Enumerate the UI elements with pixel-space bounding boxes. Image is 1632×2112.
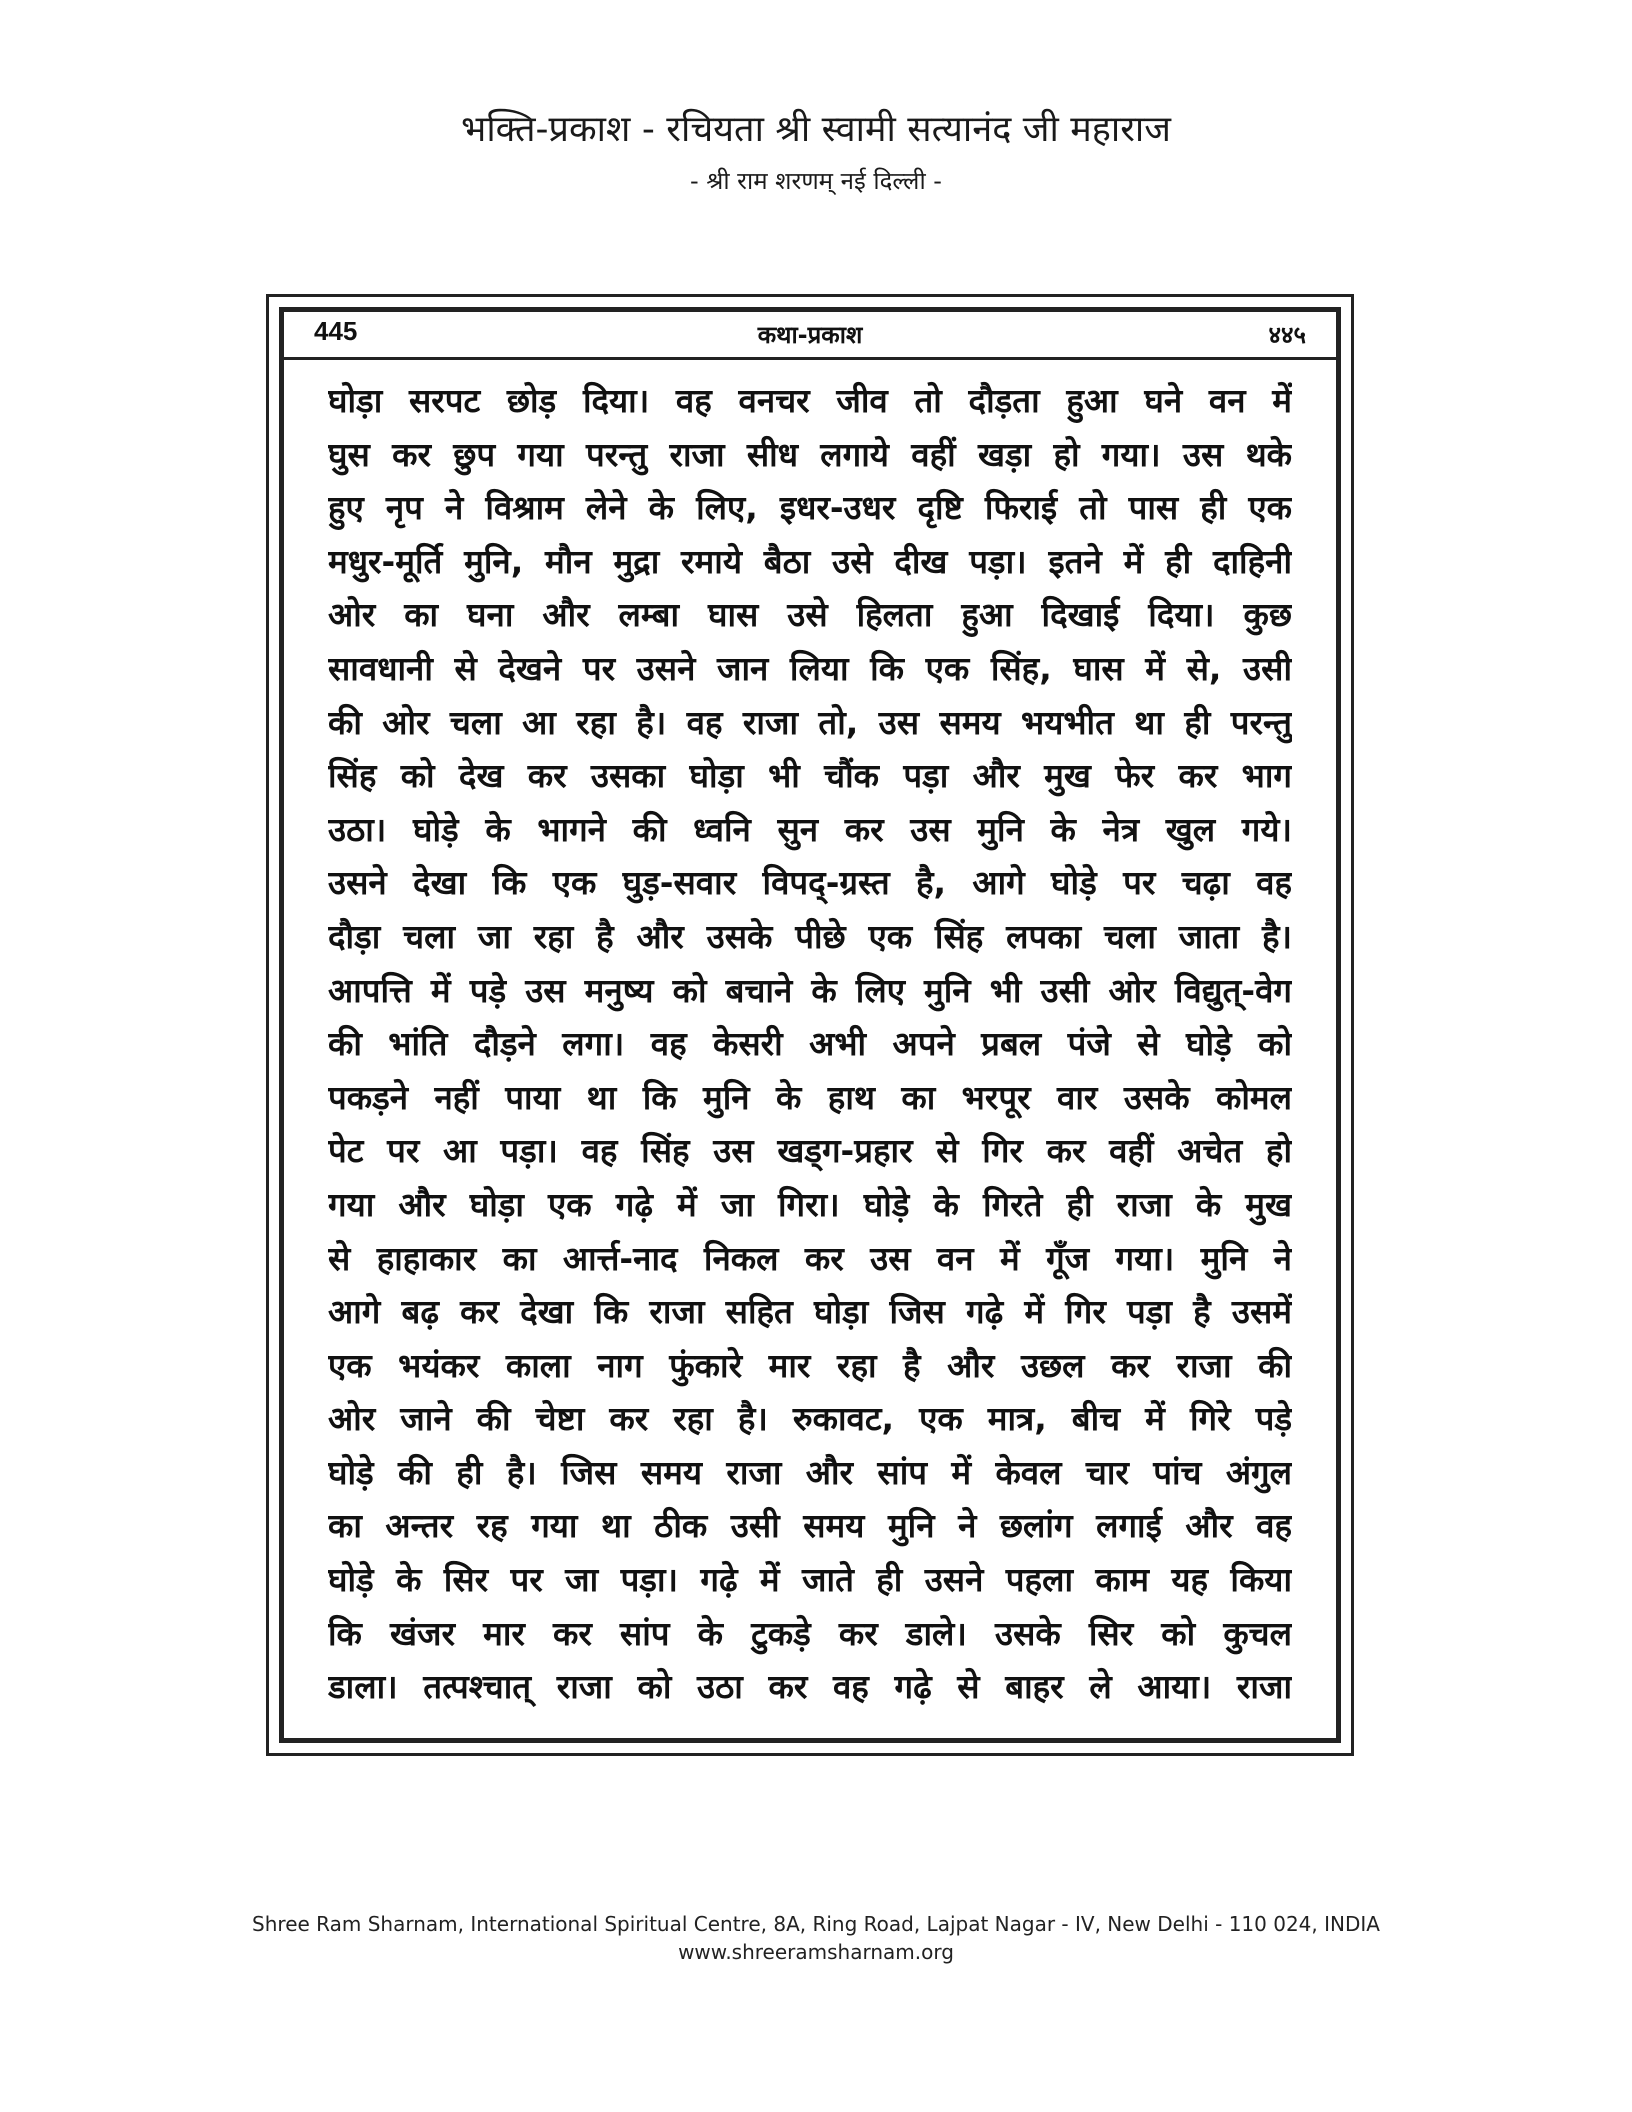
text-line: गया और घोड़ा एक गढ़े में जा गिरा। घोड़े के गिरते ही राजा के मुख [328, 1184, 1292, 1224]
page-number-devanagari: ४४५ [1268, 321, 1306, 349]
text-line: घोड़ा सरपट छोड़ दिया। वह वनचर जीव तो दौड़ता हुआ घने वन में [328, 381, 1292, 420]
text-line: ओर जाने की चेष्टा कर रहा है। रुकावट, एक मात्र, बीच में गिरे पड़े [328, 1399, 1292, 1439]
footer-address: Shree Ram Sharnam, International Spiritual Centre, 8A, Ring Road, Lajpat Nagar - IV, New Delhi - 110 024, INDIA [252, 1912, 1380, 1936]
page-frame [266, 294, 1354, 1756]
book-title: भक्ति-प्रकाश - रचियता श्री स्वामी सत्यानंद जी महाराज [461, 109, 1171, 150]
body-text [328, 374, 1292, 1714]
footer-website: www.shreeramsharnam.org [678, 1940, 954, 1964]
text-line: आपत्ति में पड़े उस मनुष्य को बचाने के लिए मुनि भी उसी ओर विद्युत्-वेग [328, 970, 1292, 1010]
text-line: उसने देखा कि एक घुड़-सवार विपद्-ग्रस्त है, आगे घोड़े पर चढ़ा वह [328, 863, 1292, 903]
text-line: एक भयंकर काला नाग फुंकारे मार रहा है और उछल कर राजा की [328, 1345, 1292, 1385]
page-frame-inner [279, 307, 1341, 1743]
text-line: डाला। तत्पश्चात् राजा को उठा कर वह गढ़े से बाहर ले आया। राजा [328, 1667, 1292, 1707]
text-line: सावधानी से देखने पर उसने जान लिया कि एक सिंह, घास में से, उसी [328, 648, 1292, 688]
chapter-title: कथा-प्रकाश [757, 321, 863, 349]
text-line: सिंह को देख कर उसका घोड़ा भी चौंक पड़ा और मुख फेर कर भाग [328, 756, 1292, 796]
page-header [284, 312, 1336, 360]
text-line: आगे बढ़ कर देखा कि राजा सहित घोड़ा जिस गढ़े में गिर पड़ा है उसमें [328, 1292, 1292, 1332]
text-line: पकड़ने नहीं पाया था कि मुनि के हाथ का भरपूर वार उसके कोमल [328, 1077, 1292, 1117]
text-line: का अन्तर रह गया था ठीक उसी समय मुनि ने छलांग लगाई और वह [328, 1506, 1292, 1546]
text-line: दौड़ा चला जा रहा है और उसके पीछे एक सिंह लपका चला जाता है। [328, 916, 1292, 956]
text-line: हुए नृप ने विश्राम लेने के लिए, इधर-उधर दृष्टि फिराई तो पास ही एक [328, 488, 1292, 528]
text-line: से हाहाकार का आर्त्त-नाद निकल कर उस वन में गूँज गया। मुनि ने [328, 1238, 1292, 1278]
text-line: घोड़े के सिर पर जा पड़ा। गढ़े में जाते ही उसने पहला काम यह किया [328, 1560, 1292, 1600]
text-line: की भांति दौड़ने लगा। वह केसरी अभी अपने प्रबल पंजे से घोड़े को [328, 1024, 1292, 1064]
text-line: घोड़े की ही है। जिस समय राजा और सांप में केवल चार पांच अंगुल [328, 1452, 1292, 1492]
text-line: घुस कर छुप गया परन्तु राजा सीध लगाये वहीं खड़ा हो गया। उस थके [328, 434, 1292, 474]
text-line: मधुर-मूर्ति मुनि, मौन मुद्रा रमाये बैठा उसे दीख पड़ा। इतने में ही दाहिनी [328, 541, 1292, 581]
text-line: उठा। घोड़े के भागने की ध्वनि सुन कर उस मुनि के नेत्र खुल गये। [328, 809, 1292, 849]
document-footer [0, 1910, 1632, 1966]
page-number-arabic: 445 [314, 316, 358, 346]
text-line: की ओर चला आ रहा है। वह राजा तो, उस समय भयभीत था ही परन्तु [328, 702, 1292, 742]
text-line: कि खंजर मार कर सांप के टुकड़े कर डाले। उसके सिर को कुचल [328, 1613, 1292, 1653]
document-header [0, 108, 1632, 196]
text-line: ओर का घना और लम्बा घास उसे हिलता हुआ दिखाई दिया। कुछ [328, 595, 1292, 635]
book-subtitle: - श्री राम शरणम् नई दिल्ली - [690, 167, 942, 195]
text-line: पेट पर आ पड़ा। वह सिंह उस खड्ग-प्रहार से गिर कर वहीं अचेत हो [328, 1131, 1292, 1171]
